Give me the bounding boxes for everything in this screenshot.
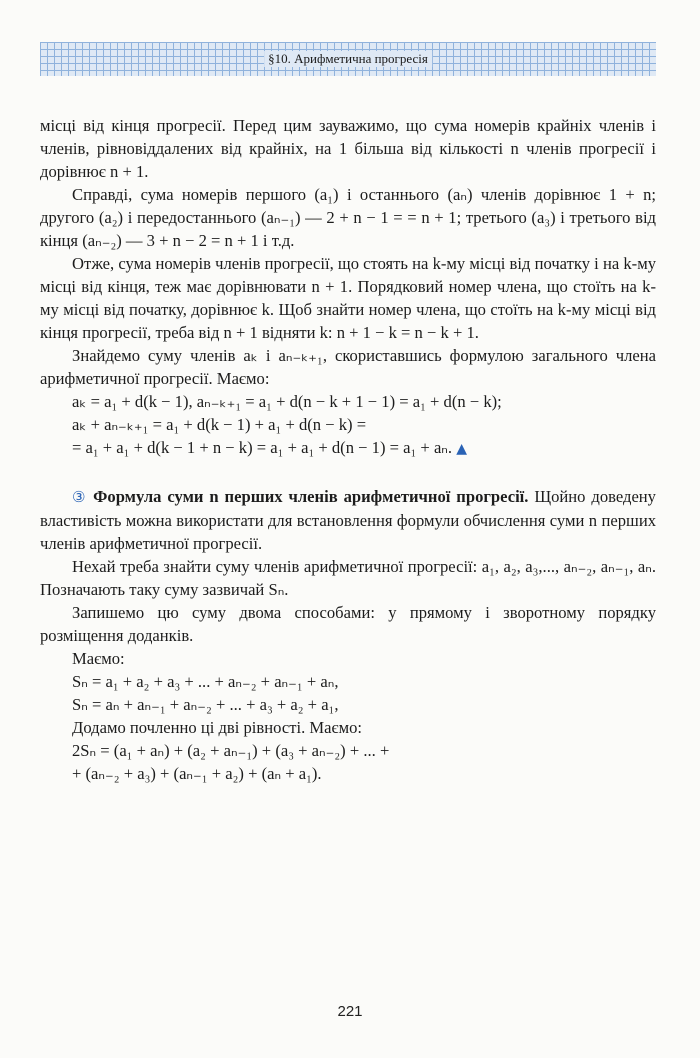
end-of-proof-icon: ▲ [456,441,468,457]
equation-line: aₖ + aₙ₋ₖ₊₁ = a₁ + d(k − 1) + a₁ + d(n − k) = [72,415,367,434]
paragraph-6: Запишемо цю суму двома способами: у прямому і зворотному порядку розміщення доданків. [40,603,656,645]
paragraph-5: Нехай треба знайти суму членів арифметичної прогресії: a₁, a₂, a₃,..., aₙ₋₂, aₙ₋₁, aₙ. Позначають таку суму зазвичай Sₙ. [40,557,656,599]
page-content [40,114,656,785]
equation-line: 2Sₙ = (a₁ + aₙ) + (a₂ + aₙ₋₁) + (a₃ + aₙ₋₂) + ... + [72,741,390,760]
paragraph-4: Знайдемо суму членів aₖ і aₙ₋ₖ₊₁, скориставшись формулою загального члена арифметичної прогресії. Маємо: [40,346,656,388]
paragraph-7: Маємо: [72,649,125,668]
equation-line: + (aₙ₋₂ + a₃) + (aₙ₋₁ + a₂) + (aₙ + a₁). [72,764,322,783]
section-text: Щойно доведену властивість можна використати для встановлення формули обчислення суми n перших членів арифметичної прогресії. [40,487,656,553]
equation-line: Sₙ = aₙ + aₙ₋₁ + aₙ₋₂ + ... + a₃ + a₂ + a₁, [72,695,339,714]
section-paragraph [40,485,656,555]
paragraph-1: місці від кінця прогресії. Перед цим зауважимо, що сума номерів крайніх членів і членів, рівновіддалених від крайніх, на 1 більша від кількості n членів прогресії і дорівнює n + 1. [40,116,656,181]
equation-text: = a₁ + a₁ + d(k − 1 + n − k) = a₁ + a₁ + d(n − 1) = a₁ + aₙ. [72,438,453,457]
page-number: 221 [337,1003,363,1020]
header-banner [40,42,656,76]
spacer [40,461,656,485]
paragraph-8: Додамо почленно ці дві рівності. Маємо: [72,718,363,737]
equation-line: Sₙ = a₁ + a₂ + a₃ + ... + aₙ₋₂ + aₙ₋₁ + aₙ, [72,672,339,691]
paragraph-3: Отже, сума номерів членів прогресії, що стоять на k-му місці від початку і на k-му місці від кінця, теж має дорівнювати n + 1. Порядковий номер члена, що стоїть на k-му місці від початку, дорівнює k. Щоб знайти номер члена, що стоїть на k-му місці від кінця прогресії, треба від n + 1 відняти k: n + 1 − k = n − k + 1. [40,254,656,342]
section-title: Формула суми n перших членів арифметичної прогресії. [93,487,529,506]
equation-line: aₖ = a₁ + d(k − 1), aₙ₋ₖ₊₁ = a₁ + d(n − k + 1 − 1) = a₁ + d(n − k); [72,392,502,411]
header-title: §10. Арифметична прогресія [264,51,432,67]
equation-line [40,436,656,461]
paragraph-2: Справді, сума номерів першого (a₁) і останнього (aₙ) членів дорівнює 1 + n; другого (a₂) і передостаннього (aₙ₋₁) — 2 + n − 1 = = n + 1; третього (a₃) і третього від кінця (aₙ₋₂) — 3 + n − 2 = n + 1 і т.д. [40,185,656,250]
section-number-icon: ③ [72,488,88,506]
